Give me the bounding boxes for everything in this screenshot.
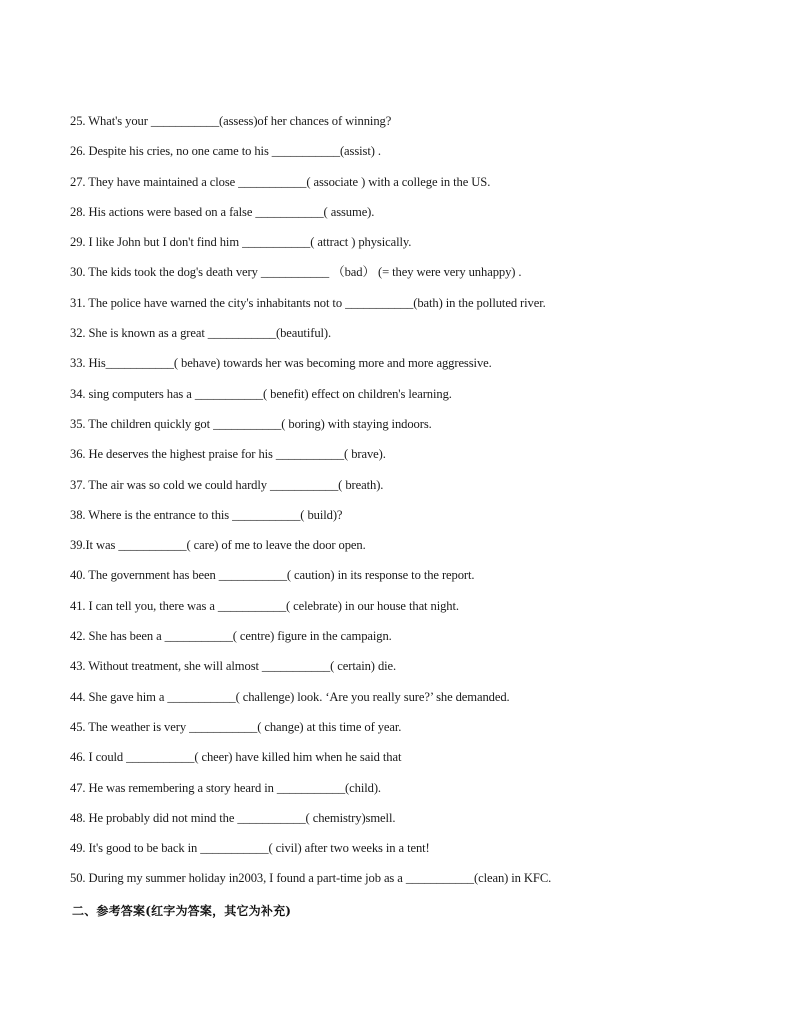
question-45: 45. The weather is very ___________( change) at this time of year. (70, 719, 402, 734)
question-39: 39.It was ___________( care) of me to leave the door open. (70, 538, 366, 553)
question-26: 26. Despite his cries, no one came to his ___________(assist) . (70, 144, 381, 159)
question-25: 25. What's your ___________(assess)of her chances of winning? (70, 114, 392, 128)
question-37: 37. The air was so cold we could hardly ___________( breath). (70, 477, 384, 492)
question-33: 33. His___________( behave) towards her was becoming more and more aggressive. (70, 356, 492, 371)
question-35: 35. The children quickly got ___________( boring) with staying indoors. (70, 416, 432, 431)
question-48: 48. He probably did not mind the ___________( chemistry)smell. (70, 810, 396, 825)
question-47: 47. He was remembering a story heard in ___________(child). (70, 780, 381, 795)
answer-key-heading: 二、参考答案(红字为答案，其它为补充) (72, 904, 292, 918)
question-34: 34. sing computers has a ___________( benefit) effect on children's learning. (70, 386, 452, 401)
question-27: 27. They have maintained a close ___________( associate ) with a college in the US. (70, 174, 491, 189)
question-46: 46. I could ___________( cheer) have killed him when he said that (70, 750, 402, 765)
question-41: 41. I can tell you, there was a ___________( celebrate) in our house that night. (70, 598, 459, 613)
question-42: 42. She has been a ___________( centre) figure in the campaign. (70, 629, 392, 644)
question-36: 36. He deserves the highest praise for his ___________( brave). (70, 447, 386, 462)
question-32: 32. She is known as a great ___________(beautiful). (70, 326, 332, 341)
question-31: 31. The police have warned the city's inhabitants not to ___________(bath) in the polluted river. (70, 295, 546, 310)
question-44: 44. She gave him a ___________( challenge) look. ‘Are you really sure?’ she demanded. (70, 689, 510, 704)
question-50: 50. During my summer holiday in2003, I found a part-time job as a ___________(clean) in KFC. (70, 871, 552, 886)
question-30: 30. The kids took the dog's death very ___________ （bad） (= they were very unhappy) . (70, 265, 522, 280)
question-40: 40. The government has been ___________( caution) in its response to the report. (70, 568, 475, 583)
question-28: 28. His actions were based on a false ___________( assume). (70, 204, 375, 219)
question-29: 29. I like John but I don't find him ___________( attract ) physically. (70, 235, 412, 250)
question-list (70, 112, 730, 900)
question-43: 43. Without treatment, she will almost ___________( certain) die. (70, 659, 397, 674)
question-49: 49. It's good to be back in ___________( civil) after two weeks in a tent! (70, 841, 430, 856)
question-38: 38. Where is the entrance to this ___________( build)? (70, 507, 343, 522)
